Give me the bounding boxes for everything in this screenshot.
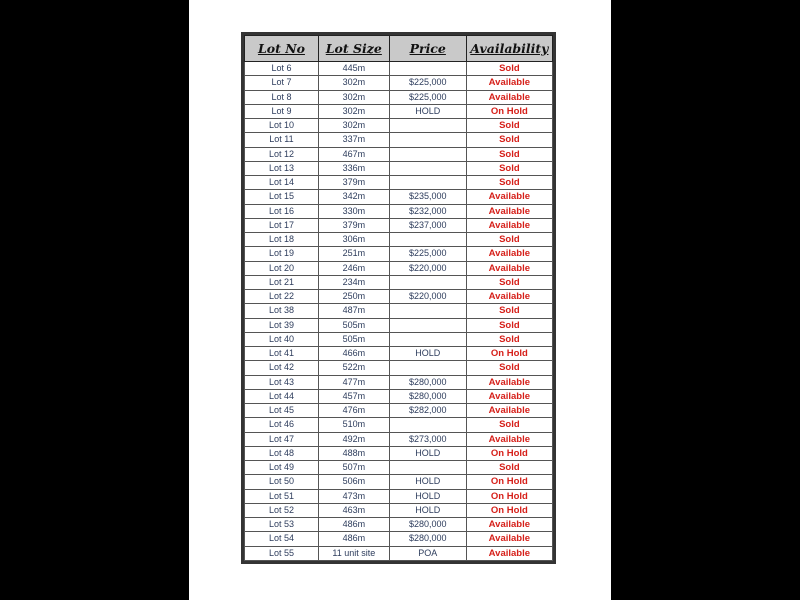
lot-number-cell: Lot 48 [245, 446, 319, 460]
lot-size-cell: 302m [318, 104, 389, 118]
lot-size-cell: 234m [318, 275, 389, 289]
availability-cell: Available [466, 404, 552, 418]
table-row [245, 76, 553, 90]
lot-size-cell: 488m [318, 446, 389, 460]
price-cell: $273,000 [389, 432, 466, 446]
availability-cell: Sold [466, 318, 552, 332]
header-lot-size: Lot Size [318, 36, 389, 62]
header-availability: Availability [466, 36, 552, 62]
lot-size-cell: 467m [318, 147, 389, 161]
availability-cell: On Hold [466, 489, 552, 503]
availability-cell: On Hold [466, 347, 552, 361]
price-cell: $235,000 [389, 190, 466, 204]
table-row [245, 190, 553, 204]
price-cell [389, 233, 466, 247]
price-cell [389, 318, 466, 332]
price-cell: $225,000 [389, 76, 466, 90]
availability-cell: Available [466, 518, 552, 532]
price-cell: $280,000 [389, 532, 466, 546]
lot-size-cell: 302m [318, 76, 389, 90]
availability-cell: Available [466, 218, 552, 232]
table-row [245, 389, 553, 403]
price-cell: HOLD [389, 446, 466, 460]
price-cell: HOLD [389, 489, 466, 503]
availability-cell: Available [466, 204, 552, 218]
lot-number-cell: Lot 55 [245, 546, 319, 561]
lot-number-cell: Lot 6 [245, 62, 319, 76]
availability-cell: Sold [466, 62, 552, 76]
lot-table-frame [241, 32, 556, 564]
table-row [245, 461, 553, 475]
lot-number-cell: Lot 52 [245, 503, 319, 517]
lot-size-cell: 246m [318, 261, 389, 275]
availability-cell: Available [466, 546, 552, 561]
lot-number-cell: Lot 11 [245, 133, 319, 147]
lot-size-cell: 336m [318, 161, 389, 175]
table-row [245, 532, 553, 546]
table-row [245, 446, 553, 460]
availability-cell: Sold [466, 332, 552, 346]
lot-number-cell: Lot 44 [245, 389, 319, 403]
lot-number-cell: Lot 22 [245, 290, 319, 304]
price-cell: HOLD [389, 104, 466, 118]
document-page [189, 0, 611, 600]
lot-number-cell: Lot 46 [245, 418, 319, 432]
lot-number-cell: Lot 47 [245, 432, 319, 446]
table-row [245, 204, 553, 218]
availability-cell: Available [466, 247, 552, 261]
table-row [245, 347, 553, 361]
price-cell: $280,000 [389, 518, 466, 532]
availability-cell: Sold [466, 119, 552, 133]
availability-cell: Sold [466, 233, 552, 247]
table-row [245, 275, 553, 289]
table-row [245, 332, 553, 346]
table-row [245, 161, 553, 175]
availability-cell: Sold [466, 275, 552, 289]
lot-size-cell: 379m [318, 218, 389, 232]
lot-size-cell: 522m [318, 361, 389, 375]
lot-size-cell: 463m [318, 503, 389, 517]
lot-number-cell: Lot 21 [245, 275, 319, 289]
table-row [245, 418, 553, 432]
header-price: Price [389, 36, 466, 62]
price-cell [389, 133, 466, 147]
availability-cell: On Hold [466, 446, 552, 460]
lot-number-cell: Lot 17 [245, 218, 319, 232]
lot-size-cell: 505m [318, 332, 389, 346]
availability-cell: Sold [466, 176, 552, 190]
lot-size-cell: 251m [318, 247, 389, 261]
table-row [245, 104, 553, 118]
availability-cell: Available [466, 432, 552, 446]
price-cell: $220,000 [389, 261, 466, 275]
lot-size-cell: 466m [318, 347, 389, 361]
lot-size-cell: 507m [318, 461, 389, 475]
price-cell [389, 119, 466, 133]
lot-number-cell: Lot 20 [245, 261, 319, 275]
lot-number-cell: Lot 42 [245, 361, 319, 375]
lot-size-cell: 302m [318, 90, 389, 104]
price-cell [389, 147, 466, 161]
lot-number-cell: Lot 7 [245, 76, 319, 90]
lot-number-cell: Lot 14 [245, 176, 319, 190]
table-row [245, 546, 553, 561]
lot-size-cell: 337m [318, 133, 389, 147]
table-row [245, 233, 553, 247]
table-row [245, 218, 553, 232]
availability-cell: Available [466, 90, 552, 104]
lot-number-cell: Lot 40 [245, 332, 319, 346]
price-cell: POA [389, 546, 466, 561]
lot-size-cell: 445m [318, 62, 389, 76]
price-cell [389, 332, 466, 346]
table-row [245, 90, 553, 104]
price-cell [389, 304, 466, 318]
lot-size-cell: 477m [318, 375, 389, 389]
availability-cell: Sold [466, 133, 552, 147]
price-cell [389, 461, 466, 475]
availability-cell: On Hold [466, 475, 552, 489]
table-row [245, 261, 553, 275]
table-row [245, 247, 553, 261]
lot-size-cell: 379m [318, 176, 389, 190]
lot-size-cell: 302m [318, 119, 389, 133]
lot-size-cell: 330m [318, 204, 389, 218]
lot-availability-table [244, 35, 553, 561]
lot-number-cell: Lot 12 [245, 147, 319, 161]
lot-size-cell: 487m [318, 304, 389, 318]
lot-number-cell: Lot 38 [245, 304, 319, 318]
availability-cell: Available [466, 375, 552, 389]
table-row [245, 489, 553, 503]
table-row [245, 361, 553, 375]
lot-number-cell: Lot 15 [245, 190, 319, 204]
table-row [245, 119, 553, 133]
price-cell [389, 275, 466, 289]
price-cell: $282,000 [389, 404, 466, 418]
lot-number-cell: Lot 45 [245, 404, 319, 418]
price-cell [389, 161, 466, 175]
lot-size-cell: 505m [318, 318, 389, 332]
table-row [245, 518, 553, 532]
lot-size-cell: 342m [318, 190, 389, 204]
lot-number-cell: Lot 39 [245, 318, 319, 332]
lot-number-cell: Lot 41 [245, 347, 319, 361]
table-row [245, 475, 553, 489]
price-cell: HOLD [389, 503, 466, 517]
availability-cell: Sold [466, 304, 552, 318]
lot-number-cell: Lot 43 [245, 375, 319, 389]
price-cell [389, 418, 466, 432]
price-cell [389, 62, 466, 76]
table-row [245, 147, 553, 161]
lot-size-cell: 486m [318, 518, 389, 532]
lot-number-cell: Lot 9 [245, 104, 319, 118]
availability-cell: Sold [466, 161, 552, 175]
table-row [245, 318, 553, 332]
lot-number-cell: Lot 16 [245, 204, 319, 218]
lot-size-cell: 473m [318, 489, 389, 503]
price-cell: $280,000 [389, 389, 466, 403]
price-cell: $280,000 [389, 375, 466, 389]
table-row [245, 290, 553, 304]
availability-cell: Sold [466, 418, 552, 432]
lot-number-cell: Lot 50 [245, 475, 319, 489]
lot-number-cell: Lot 51 [245, 489, 319, 503]
table-row [245, 133, 553, 147]
availability-cell: On Hold [466, 104, 552, 118]
lot-size-cell: 506m [318, 475, 389, 489]
lot-size-cell: 306m [318, 233, 389, 247]
lot-size-cell: 492m [318, 432, 389, 446]
lot-number-cell: Lot 19 [245, 247, 319, 261]
availability-cell: Available [466, 290, 552, 304]
table-header-row [245, 36, 553, 62]
price-cell [389, 176, 466, 190]
availability-cell: Sold [466, 361, 552, 375]
lot-number-cell: Lot 13 [245, 161, 319, 175]
price-cell: $225,000 [389, 247, 466, 261]
lot-size-cell: 510m [318, 418, 389, 432]
lot-number-cell: Lot 10 [245, 119, 319, 133]
price-cell: $220,000 [389, 290, 466, 304]
table-row [245, 375, 553, 389]
price-cell: $237,000 [389, 218, 466, 232]
price-cell: $225,000 [389, 90, 466, 104]
price-cell: HOLD [389, 475, 466, 489]
table-row [245, 432, 553, 446]
lot-size-cell: 486m [318, 532, 389, 546]
availability-cell: Sold [466, 461, 552, 475]
availability-cell: Available [466, 389, 552, 403]
table-row [245, 176, 553, 190]
price-cell [389, 361, 466, 375]
availability-cell: Available [466, 190, 552, 204]
table-row [245, 62, 553, 76]
price-cell: HOLD [389, 347, 466, 361]
lot-number-cell: Lot 18 [245, 233, 319, 247]
table-row [245, 304, 553, 318]
lot-number-cell: Lot 8 [245, 90, 319, 104]
lot-size-cell: 11 unit site [318, 546, 389, 561]
lot-number-cell: Lot 49 [245, 461, 319, 475]
price-cell: $232,000 [389, 204, 466, 218]
lot-size-cell: 476m [318, 404, 389, 418]
availability-cell: On Hold [466, 503, 552, 517]
availability-cell: Sold [466, 147, 552, 161]
lot-number-cell: Lot 53 [245, 518, 319, 532]
table-row [245, 503, 553, 517]
availability-cell: Available [466, 76, 552, 90]
lot-number-cell: Lot 54 [245, 532, 319, 546]
lot-size-cell: 457m [318, 389, 389, 403]
header-lot-no: Lot No [245, 36, 319, 62]
availability-cell: Available [466, 261, 552, 275]
availability-cell: Available [466, 532, 552, 546]
lot-size-cell: 250m [318, 290, 389, 304]
table-row [245, 404, 553, 418]
